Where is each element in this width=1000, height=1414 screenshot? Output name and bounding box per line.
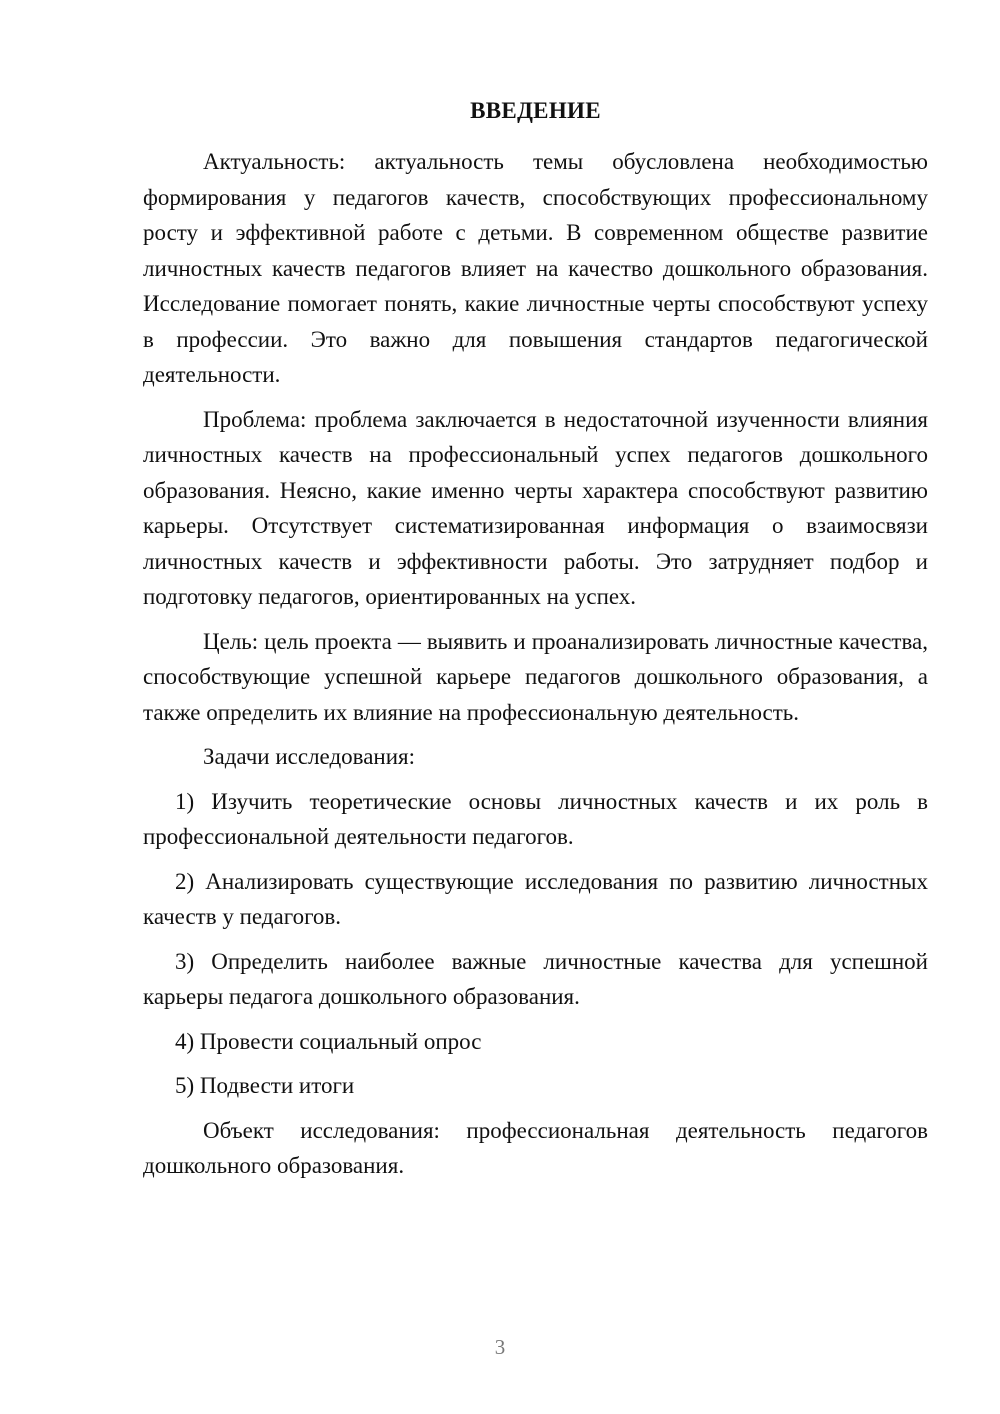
task-item-3: 3) Определить наиболее важные личностные качества для успешной карьеры педагога дошкольного образования. <box>143 948 928 1009</box>
task-item-4: 4) Провести социальный опрос <box>175 1028 482 1054</box>
task-item-2: 2) Анализировать существующие исследования по развитию личностных качеств у педагогов. <box>143 868 928 929</box>
task-item-1: 1) Изучить теоретические основы личностных качеств и их роль в профессиональной деятельности педагогов. <box>143 788 928 849</box>
tasks-heading: Задачи исследования: <box>203 744 416 769</box>
object-paragraph: Объект исследования: профессиональная деятельность педагогов дошкольного образования. <box>143 1117 928 1178</box>
goal-paragraph: Цель: цель проекта — выявить и проанализировать личностные качества, способствующие успешной карьере педагогов дошкольного образования, а также определить их влияние на профессиональную деятельность. <box>143 628 928 725</box>
page-content <box>143 96 928 1193</box>
relevance-paragraph: Актуальность: актуальность темы обусловлена необходимостью формирования у педагогов качеств, способствующих профессиональному росту и эффективной работе с детьми. В современном обществе развитие личностных качеств педагогов влияет на качество дошкольного образования. Исследование помогает понять, какие личностные черты способствуют успеху в профессии. Это важно для повышения стандартов педагогической деятельности. <box>143 149 928 387</box>
task-item-5: 5) Подвести итоги <box>175 1073 355 1098</box>
problem-paragraph: Проблема: проблема заключается в недостаточной изученности влияния личностных качеств на профессиональный успех педагогов дошкольного образования. Неясно, какие именно черты характера способствуют развитию карьеры. Отсутствует систематизированная информация о взаимосвязи личностных качеств и эффективности работы. Это затрудняет подбор и подготовку педагогов, ориентированных на успех. <box>143 406 928 609</box>
page-number: 3 <box>494 1335 506 1359</box>
section-title: ВВЕДЕНИЕ <box>470 98 601 123</box>
